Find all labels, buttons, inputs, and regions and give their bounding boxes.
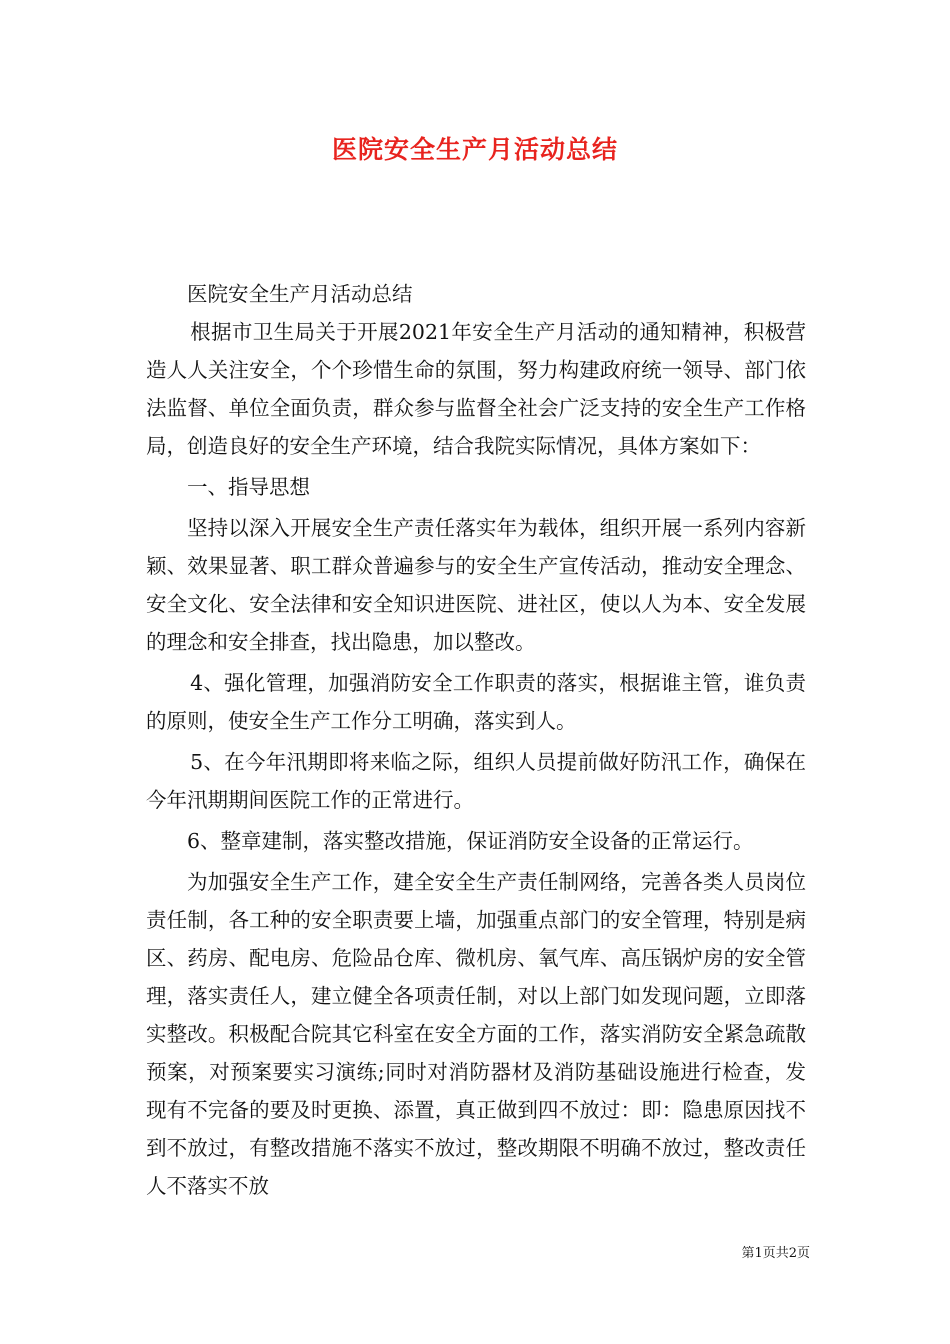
document-title: 医院安全生产月活动总结 bbox=[331, 135, 618, 164]
document-body bbox=[146, 275, 806, 1205]
paragraph-item-4: 4、强化管理，加强消防安全工作职责的落实，根据谁主管，谁负责的原则，使安全生产工作分工明确，落实到人。 bbox=[146, 671, 806, 733]
paragraph-safety-measures: 为加强安全生产工作，建全安全生产责任制网络，完善各类人员岗位责任制，各工种的安全职责要上墙，加强重点部门的安全管理，特别是病区、药房、配电房、危险品仓库、微机房、氧气库、高压锅炉房的安全管理，落实责任人，建立健全各项责任制，对以上部门如发现问题，立即落实整改。积极配合院其它科室在安全方面的工作，落实消防安全紧急疏散预案，对预案要实习演练;同时对消防器材及消防基础设施进行检查，发现有不完备的要及时更换、添置，真正做到四不放过：即：隐患原因找不到不放过，有整改措施不落实不放过，整改期限不明确不放过，整改责任人不落实不放 bbox=[146, 870, 806, 1198]
paragraph-intro: 根据市卫生局关于开展2021年安全生产月活动的通知精神，积极营造人人关注安全，个个珍惜生命的氛围，努力构建政府统一领导、部门依法监督、单位全面负责，群众参与监督全社会广泛支持的安全生产工作格局，创造良好的安全生产环境，结合我院实际情况，具体方案如下： bbox=[146, 320, 806, 458]
section-heading-guiding-ideology: 一、指导思想 bbox=[187, 475, 310, 499]
paragraph-guiding-ideology: 坚持以深入开展安全生产责任落实年为载体，组织开展一系列内容新颖、效果显著、职工群众普遍参与的安全生产宣传活动，推动安全理念、安全文化、安全法律和安全知识进医院、进社区，使以人为本、安全发展的理念和安全排查，找出隐患，加以整改。 bbox=[146, 516, 806, 654]
paragraph-heading-repeat: 医院安全生产月活动总结 bbox=[187, 282, 413, 306]
paragraph-item-6: 6、整章建制，落实整改措施，保证消防安全设备的正常运行。 bbox=[187, 829, 754, 853]
page-indicator: 第1页共2页 bbox=[741, 1246, 810, 1261]
paragraph-item-5: 5、在今年汛期即将来临之际，组织人员提前做好防汛工作，确保在今年汛期期间医院工作的正常进行。 bbox=[146, 750, 806, 812]
